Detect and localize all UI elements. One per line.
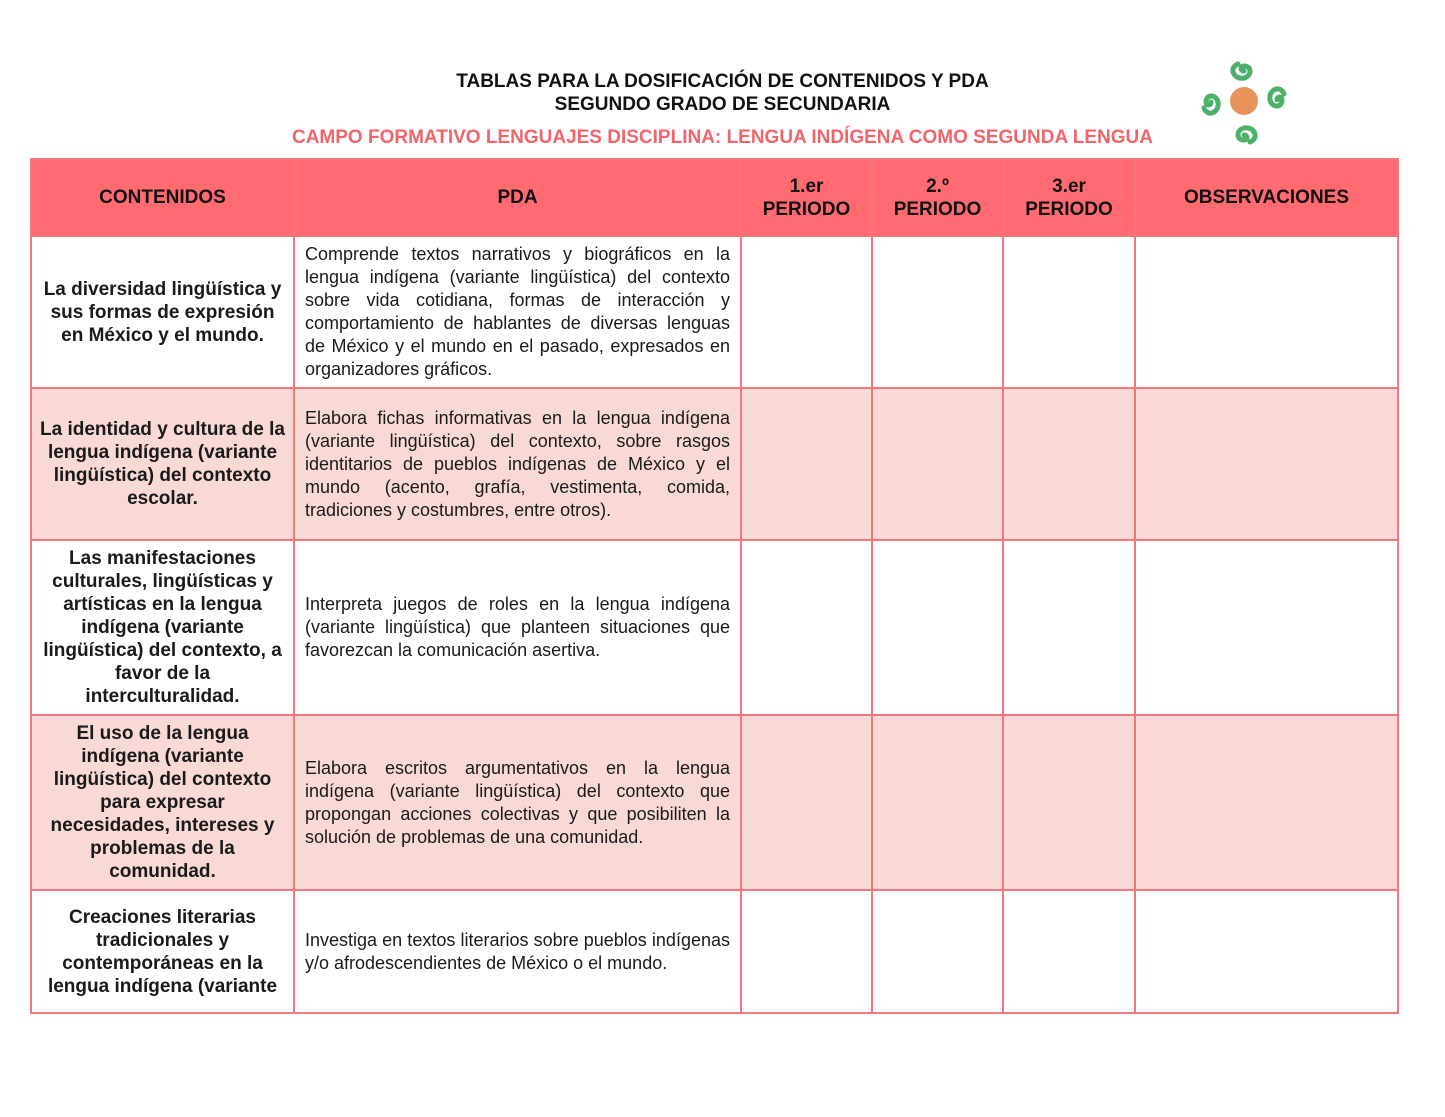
document-title: TABLAS PARA LA DOSIFICACIÓN DE CONTENIDOS Y PDA	[456, 71, 989, 92]
periodo-1-cell[interactable]	[741, 890, 872, 1013]
col-header-periodo-1: 1.er PERIODO	[741, 159, 872, 236]
periodo-1-cell[interactable]	[741, 236, 872, 388]
table-row	[31, 890, 1398, 1013]
contenido-cell: Creaciones literarias tradicionales y contemporáneas en la lengua indígena (variante	[31, 890, 294, 1013]
periodo-1-cell[interactable]	[741, 540, 872, 715]
periodo-2-cell[interactable]	[872, 236, 1003, 388]
pda-cell: Elabora fichas informativas en la lengua indígena (variante lingüística) del contexto, sobre rasgos identitarios de pueblos indígenas de México y el mundo (acento, grafía, vestimenta, comida, tradiciones y costumbres, entre otros).	[294, 388, 741, 540]
periodo-2-cell[interactable]	[872, 715, 1003, 890]
pda-cell: Comprende textos narrativos y biográficos en la lengua indígena (variante lingüística) del contexto sobre vida cotidiana, formas de interacción y comportamiento de hablantes de diversas lenguas de México y el mundo en el pasado, expresados en organizadores gráficos.	[294, 236, 741, 388]
pda-cell: Elabora escritos argumentativos en la lengua indígena (variante lingüística) del contexto que propongan acciones colectivas y que posibiliten la solución de problemas de una comunidad.	[294, 715, 741, 890]
contenido-cell: La diversidad lingüística y sus formas de expresión en México y el mundo.	[31, 236, 294, 388]
observaciones-cell[interactable]	[1135, 540, 1398, 715]
periodo-3-cell[interactable]	[1003, 715, 1135, 890]
table-row	[31, 715, 1398, 890]
contenido-cell: El uso de la lengua indígena (variante lingüística) del contexto para expresar necesidades, intereses y problemas de la comunidad.	[31, 715, 294, 890]
periodo-3-cell[interactable]	[1003, 388, 1135, 540]
decorative-swirl-logo-icon	[1198, 58, 1290, 148]
periodo-3-cell[interactable]	[1003, 890, 1135, 1013]
contenido-cell: La identidad y cultura de la lengua indígena (variante lingüística) del contexto escolar.	[31, 388, 294, 540]
col-header-periodo-3: 3.er PERIODO	[1003, 159, 1135, 236]
pda-cell: Interpreta juegos de roles en la lengua indígena (variante lingüística) que planteen situaciones que favorezcan la comunicación asertiva.	[294, 540, 741, 715]
periodo-3-cell[interactable]	[1003, 540, 1135, 715]
dosificacion-table	[30, 158, 1399, 1014]
contenido-cell: Las manifestaciones culturales, lingüísticas y artísticas en la lengua indígena (variante lingüística) del contexto, a favor de la interculturalidad.	[31, 540, 294, 715]
observaciones-cell[interactable]	[1135, 715, 1398, 890]
table-header-row	[31, 159, 1398, 236]
col-header-contenidos: CONTENIDOS	[31, 159, 294, 236]
observaciones-cell[interactable]	[1135, 388, 1398, 540]
periodo-2-cell[interactable]	[872, 540, 1003, 715]
document-grade: SEGUNDO GRADO DE SECUNDARIA	[554, 94, 891, 115]
table-row	[31, 540, 1398, 715]
observaciones-cell[interactable]	[1135, 236, 1398, 388]
table-row	[31, 236, 1398, 388]
periodo-1-cell[interactable]	[741, 715, 872, 890]
observaciones-cell[interactable]	[1135, 890, 1398, 1013]
periodo-2-cell[interactable]	[872, 890, 1003, 1013]
periodo-2-cell[interactable]	[872, 388, 1003, 540]
periodo-1-cell[interactable]	[741, 388, 872, 540]
campo-formativo-subtitle: CAMPO FORMATIVO LENGUAJES DISCIPLINA: LENGUA INDÍGENA COMO SEGUNDA LENGUA	[291, 127, 1153, 148]
periodo-3-cell[interactable]	[1003, 236, 1135, 388]
col-header-periodo-2: 2.º PERIODO	[872, 159, 1003, 236]
col-header-observaciones: OBSERVACIONES	[1135, 159, 1398, 236]
col-header-pda: PDA	[294, 159, 741, 236]
table-row	[31, 388, 1398, 540]
pda-cell: Investiga en textos literarios sobre pueblos indígenas y/o afrodescendientes de México o el mundo.	[294, 890, 741, 1013]
